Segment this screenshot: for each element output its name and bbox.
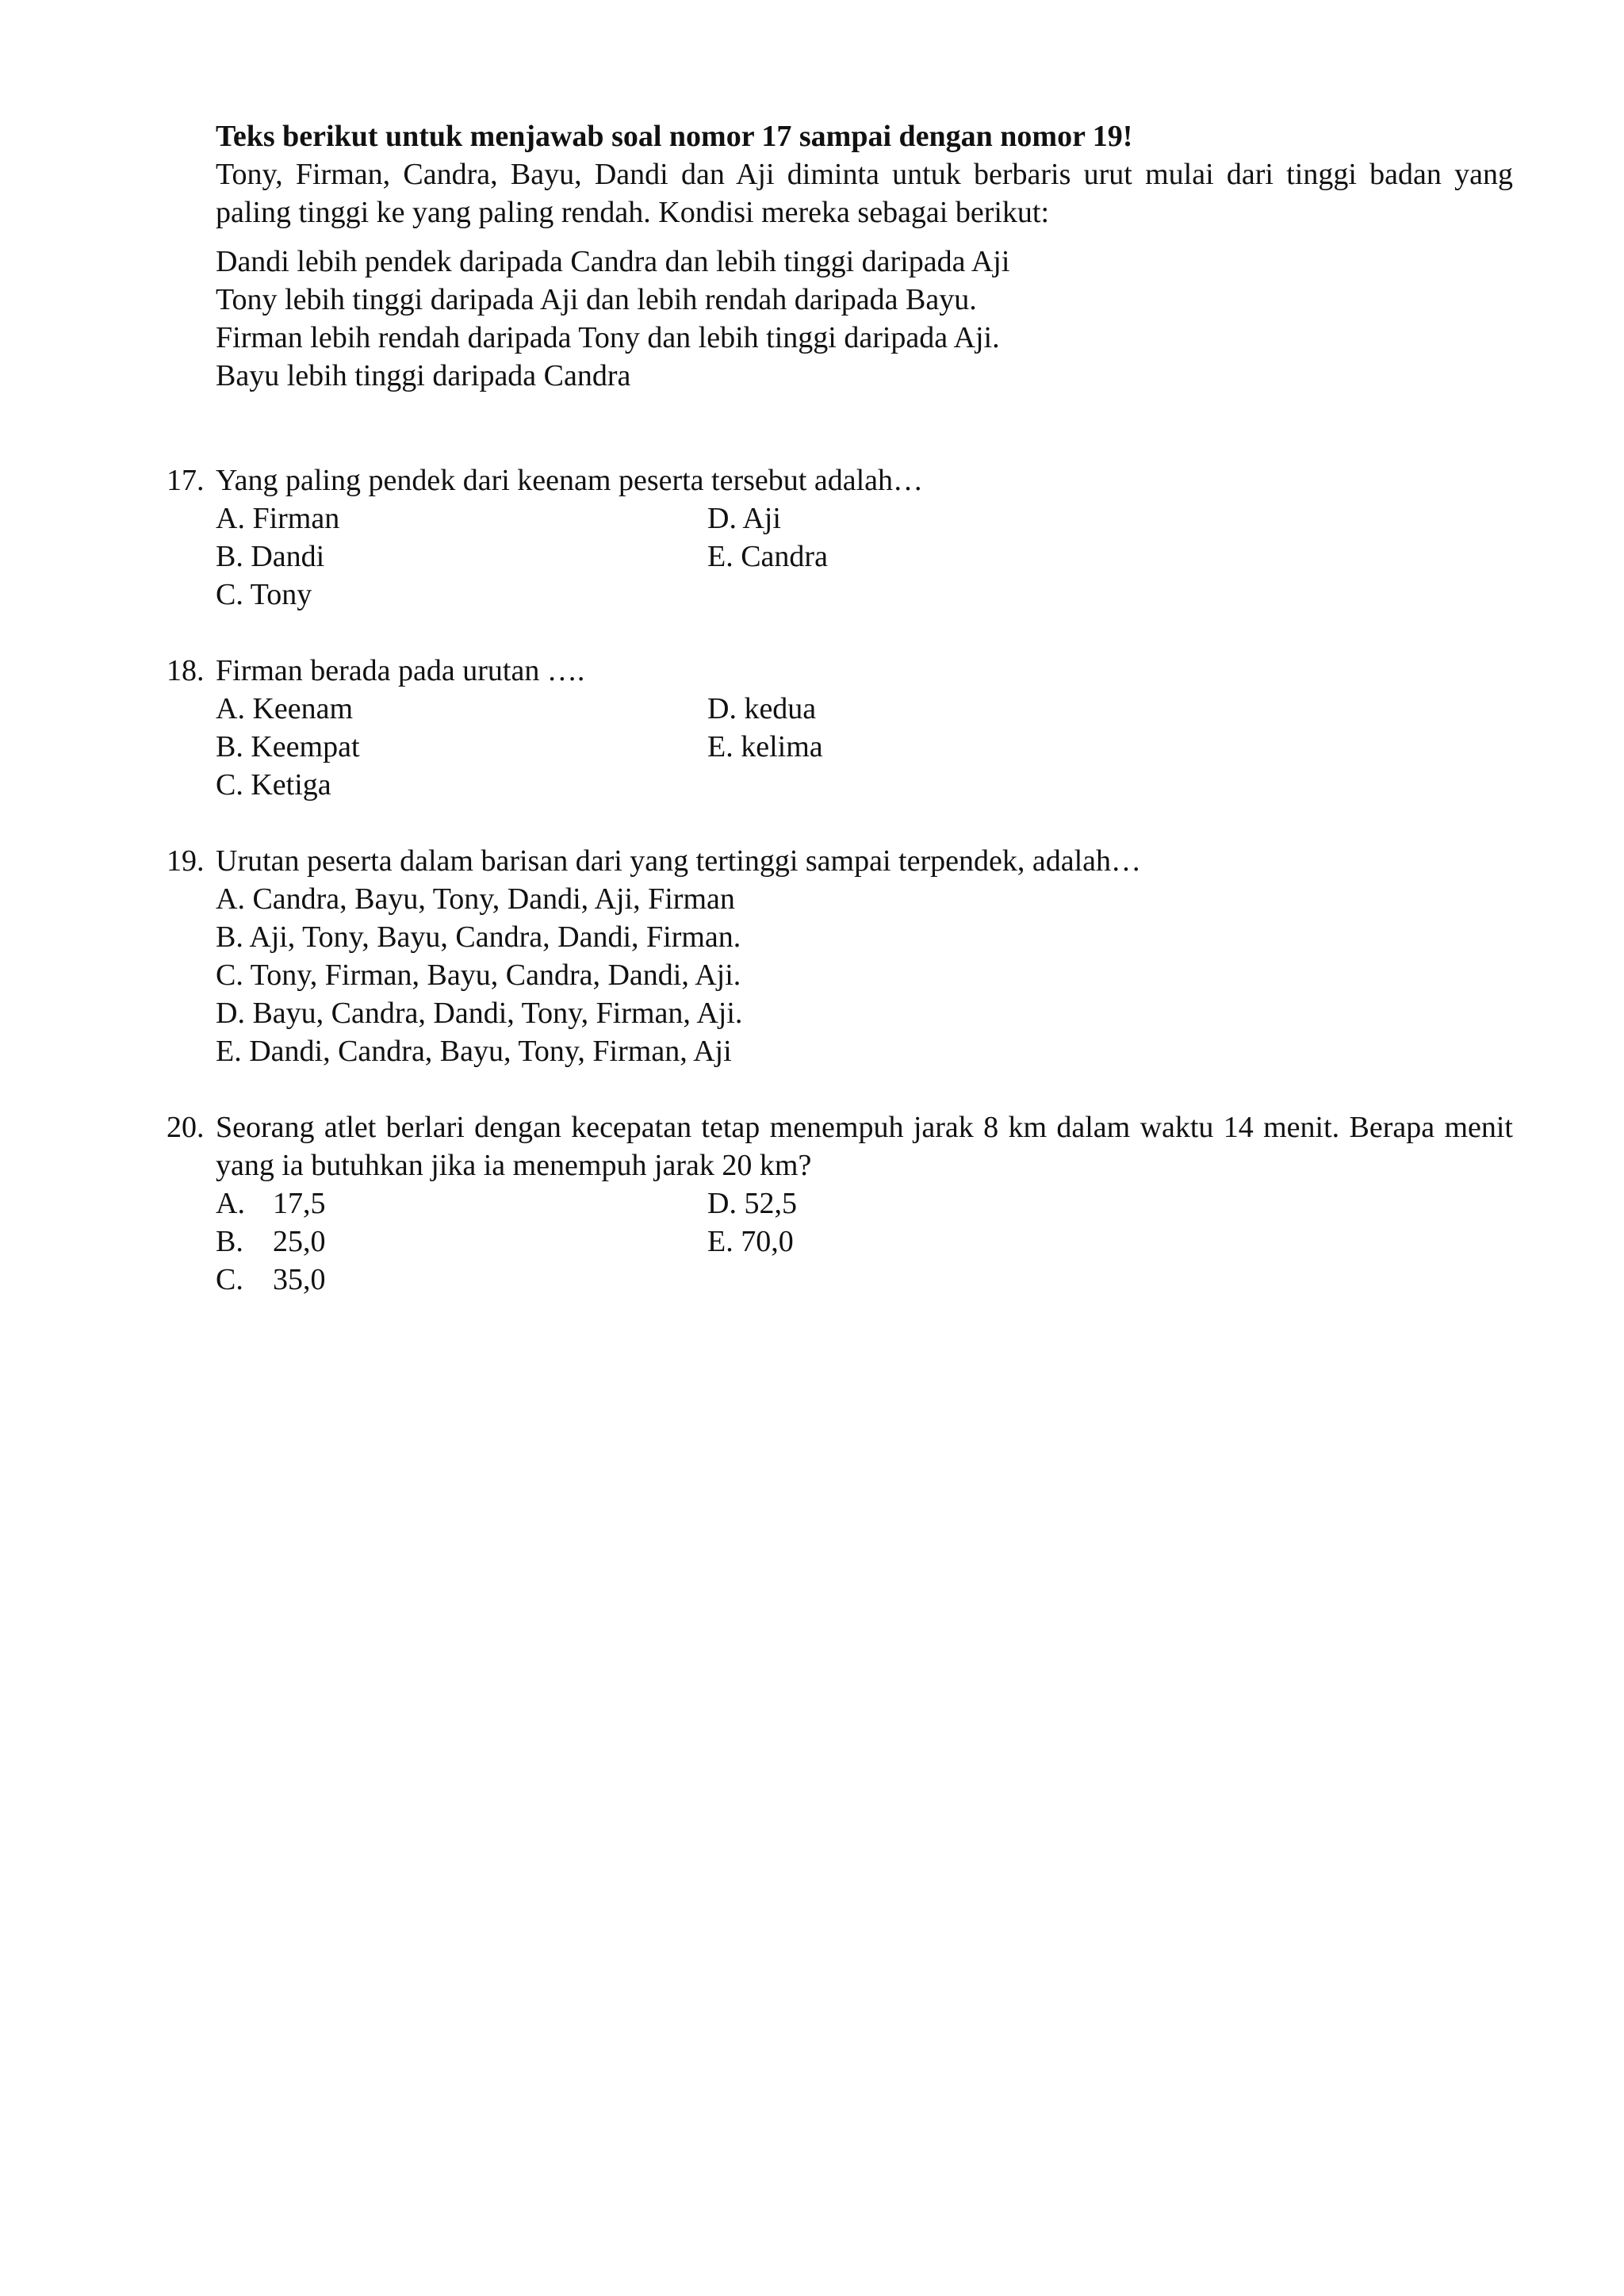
option-letter: C. bbox=[216, 1263, 243, 1296]
option-letter: D. bbox=[707, 1187, 737, 1220]
option-value: 52,5 bbox=[744, 1187, 797, 1220]
option-value: 70,0 bbox=[741, 1225, 794, 1258]
option-a[interactable]: A. Candra, Bayu, Tony, Dandi, Aji, Firman bbox=[216, 882, 735, 916]
options-grid bbox=[216, 690, 1513, 804]
option-letter: A. bbox=[216, 1187, 245, 1220]
option-c[interactable]: C. Tony bbox=[216, 578, 312, 611]
option-b[interactable]: B. Aji, Tony, Bayu, Candra, Dandi, Firman. bbox=[216, 920, 741, 954]
option-a[interactable]: A. Firman bbox=[216, 502, 340, 535]
option-a[interactable]: A. Keenam bbox=[216, 692, 354, 725]
question-text: Urutan peserta dalam barisan dari yang tertinggi sampai terpendek, adalah… bbox=[216, 844, 1141, 878]
option-value: 17,5 bbox=[273, 1187, 326, 1220]
option-a[interactable] bbox=[216, 1184, 707, 1223]
conditions-list bbox=[216, 243, 1513, 395]
option-d[interactable]: D. Aji bbox=[707, 502, 781, 535]
question-text: Yang paling pendek dari keenam peserta tersebut adalah… bbox=[216, 464, 923, 497]
options-grid bbox=[216, 1184, 1513, 1299]
question-number: 19. bbox=[167, 844, 205, 878]
option-letter: E. bbox=[707, 1225, 733, 1258]
option-value: 35,0 bbox=[273, 1263, 326, 1296]
option-e[interactable] bbox=[707, 1223, 1199, 1261]
option-b[interactable]: B. Keempat bbox=[216, 730, 360, 763]
intro-section bbox=[216, 117, 1513, 395]
option-letter: B. bbox=[216, 1225, 243, 1258]
question-20 bbox=[167, 1108, 1513, 1299]
intro-paragraph: Tony, Firman, Candra, Bayu, Dandi dan Aji diminta untuk berbaris urut mulai dari tinggi badan yang paling tinggi ke yang paling rendah. Kondisi mereka sebagai berikut: bbox=[216, 158, 1513, 229]
option-b[interactable] bbox=[216, 1223, 707, 1261]
condition-item: Bayu lebih tinggi daripada Candra bbox=[216, 359, 631, 392]
question-text: Firman berada pada urutan …. bbox=[216, 654, 585, 687]
option-d[interactable] bbox=[707, 1184, 1199, 1223]
option-value: 25,0 bbox=[273, 1225, 326, 1258]
question-number: 18. bbox=[167, 654, 205, 687]
option-e[interactable]: E. Dandi, Candra, Bayu, Tony, Firman, Aji bbox=[216, 1035, 732, 1068]
intro-heading: Teks berikut untuk menjawab soal nomor 17 sampai dengan nomor 19! bbox=[216, 120, 1133, 153]
option-d[interactable]: D. kedua bbox=[707, 692, 817, 725]
options-list bbox=[216, 880, 1513, 1070]
option-c[interactable]: C. Tony, Firman, Bayu, Candra, Dandi, Aji. bbox=[216, 959, 741, 992]
options-grid bbox=[216, 499, 1513, 614]
option-e[interactable]: E. Candra bbox=[707, 540, 828, 573]
question-19 bbox=[167, 842, 1513, 1070]
condition-item: Firman lebih rendah daripada Tony dan lebih tinggi daripada Aji. bbox=[216, 321, 1000, 354]
option-d[interactable]: D. Bayu, Candra, Dandi, Tony, Firman, Aji. bbox=[216, 997, 743, 1030]
option-e[interactable]: E. kelima bbox=[707, 730, 823, 763]
option-c[interactable]: C. Ketiga bbox=[216, 768, 331, 802]
question-number: 17. bbox=[167, 464, 205, 497]
question-18 bbox=[167, 652, 1513, 804]
question-number: 20. bbox=[167, 1111, 205, 1144]
question-17 bbox=[167, 461, 1513, 614]
condition-item: Dandi lebih pendek daripada Candra dan lebih tinggi daripada Aji bbox=[216, 245, 1010, 278]
option-b[interactable]: B. Dandi bbox=[216, 540, 325, 573]
option-c[interactable] bbox=[216, 1261, 707, 1299]
condition-item: Tony lebih tinggi daripada Aji dan lebih rendah daripada Bayu. bbox=[216, 283, 977, 316]
question-text: Seorang atlet berlari dengan kecepatan tetap menempuh jarak 8 km dalam waktu 14 menit. Berapa menit yang ia butuhkan jika ia menempuh jarak 20 km? bbox=[216, 1111, 1513, 1182]
